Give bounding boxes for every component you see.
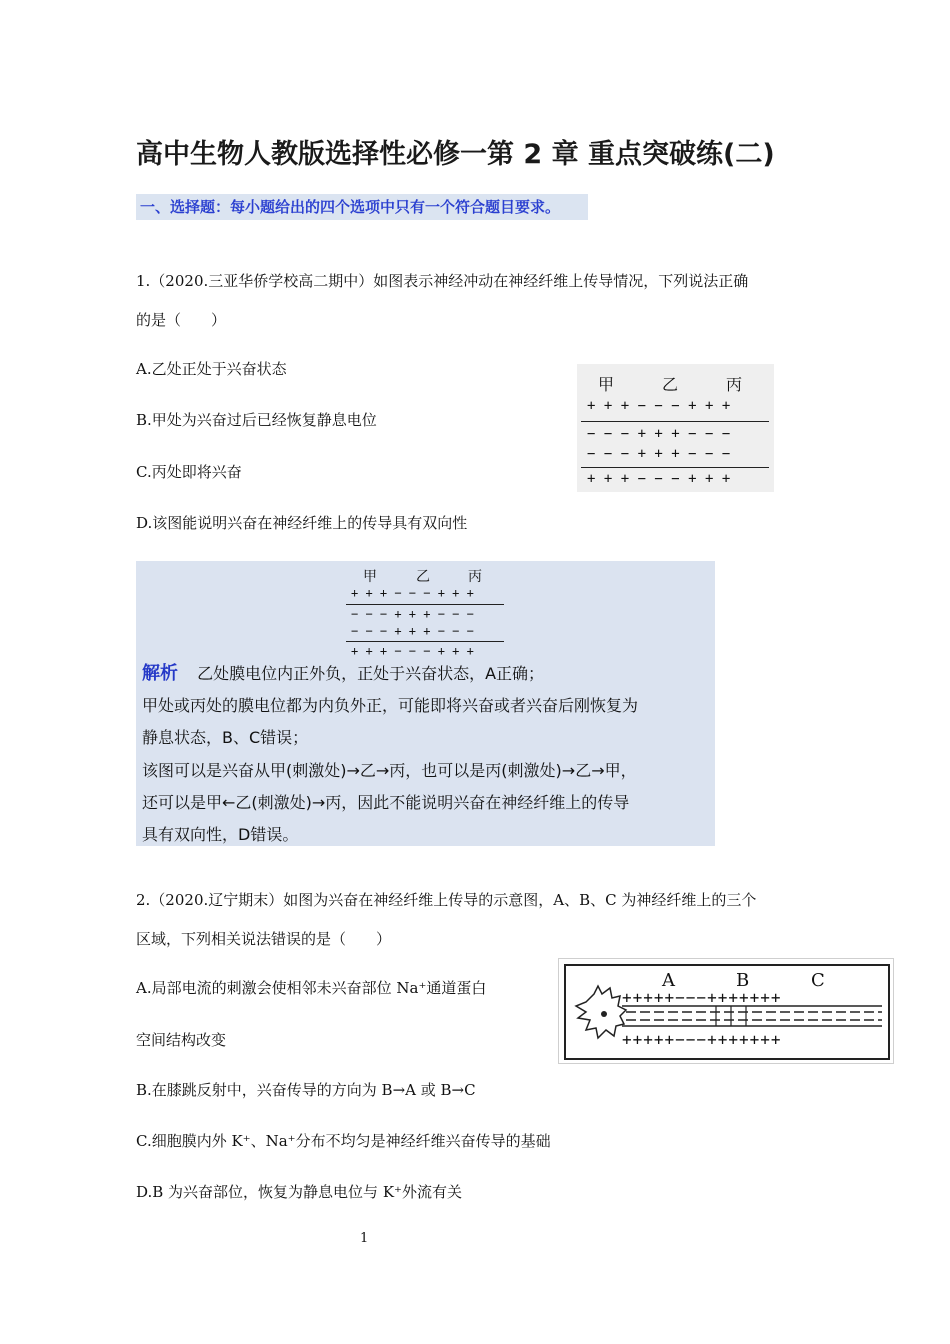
q1-row-inner1: − − − + + + − − − [587, 426, 731, 442]
page-number: 1 [360, 1231, 369, 1246]
q2-stem-line2: 区域，下列相关说法错误的是（ ） [136, 930, 392, 948]
solution-line4: 该图可以是兴奋从甲(刺激处)→乙→丙，也可以是丙(刺激处)→乙→甲， [142, 761, 637, 780]
q1-stem-line1: 1.（2020.三亚华侨学校高二期中）如图表示神经冲动在神经纤维上传导情况，下列说法正确 [136, 272, 749, 290]
q1-row-bottom: + + + − − − + + + [587, 471, 731, 487]
q1-solution-box [136, 561, 715, 846]
q1-row-inner2: − − − + + + − − − [587, 446, 731, 462]
q1-option-d: D.该图能说明兴奋在神经纤维上的传导具有双向性 [136, 514, 468, 532]
q1-option-c: C.丙处即将兴奋 [136, 463, 242, 481]
q1-solution-diagram [341, 563, 511, 659]
q1-membrane-top [581, 421, 769, 422]
sol-label-bing: 丙 [468, 569, 482, 585]
q2-label-c: C [811, 970, 825, 991]
sol-label-jia: 甲 [363, 569, 377, 585]
q2-nerve-diagram [558, 958, 894, 1064]
q2-option-a-line1: A.局部电流的刺激会使相邻未兴奋部位 Na⁺通道蛋白 [136, 979, 487, 997]
q2-diagram-frame [564, 964, 890, 1060]
q2-row-bottom: +++++−−−+++++++ [622, 1030, 782, 1049]
q1-option-a: A.乙处正处于兴奋状态 [136, 360, 287, 378]
sol-membrane-bottom [346, 641, 504, 642]
q1-stem-line2: 的是（ ） [136, 311, 227, 329]
sol-row-top: + + + − − − + + + [351, 586, 474, 600]
q1-row-top: + + + − − − + + + [587, 398, 731, 414]
sol-row-inner2: − − − + + + − − − [351, 624, 474, 638]
solution-line1: 乙处膜电位内正外负，正处于兴奋状态，A正确； [197, 664, 545, 683]
sol-membrane-top [346, 604, 504, 605]
sol-label-yi: 乙 [416, 569, 430, 585]
solution-line2: 甲处或丙处的膜电位都为内负外正，可能即将兴奋或者兴奋后刚恢复为 [142, 696, 639, 715]
q2-row-top: +++++−−−+++++++ [622, 988, 782, 1007]
sol-row-inner1: − − − + + + − − − [351, 607, 474, 621]
solution-line3: 静息状态，B、C错误； [142, 728, 309, 747]
page-title: 高中生物人教版选择性必修一第 2 章 重点突破练(二) [136, 139, 775, 170]
solution-line6: 具有双向性，D错误。 [142, 825, 299, 844]
q1-label-bing: 丙 [726, 375, 743, 394]
solution-line5: 还可以是甲←乙(刺激处)→丙，因此不能说明兴奋在神经纤维上的传导 [142, 793, 630, 812]
q2-option-d: D.B 为兴奋部位，恢复为静息电位与 K⁺外流有关 [136, 1183, 462, 1201]
q2-option-b: B.在膝跳反射中，兴奋传导的方向为 B→A 或 B→C [136, 1081, 476, 1099]
q1-label-yi: 乙 [662, 375, 679, 394]
q1-membrane-bottom [581, 467, 769, 468]
section-heading-box [136, 194, 588, 220]
q2-label-a: A [662, 970, 675, 991]
sol-row-bottom: + + + − − − + + + [351, 644, 474, 658]
q2-stem-line1: 2.（2020.辽宁期末）如图为兴奋在神经纤维上传导的示意图，A、B、C 为神经纤维上的三个 [136, 891, 757, 909]
q1-option-b: B.甲处为兴奋过后已经恢复静息电位 [136, 411, 377, 429]
q2-option-c: C.细胞膜内外 K⁺、Na⁺分布不均匀是神经纤维兴奋传导的基础 [136, 1132, 551, 1150]
q1-label-jia: 甲 [598, 375, 615, 394]
solution-label: 解析 [142, 663, 178, 684]
q1-nerve-diagram [577, 364, 774, 492]
q2-option-a-line2: 空间结构改变 [136, 1031, 227, 1049]
q2-label-b: B [736, 970, 750, 991]
section-heading: 一、选择题：每小题给出的四个选项中只有一个符合题目要求。 [140, 198, 561, 216]
